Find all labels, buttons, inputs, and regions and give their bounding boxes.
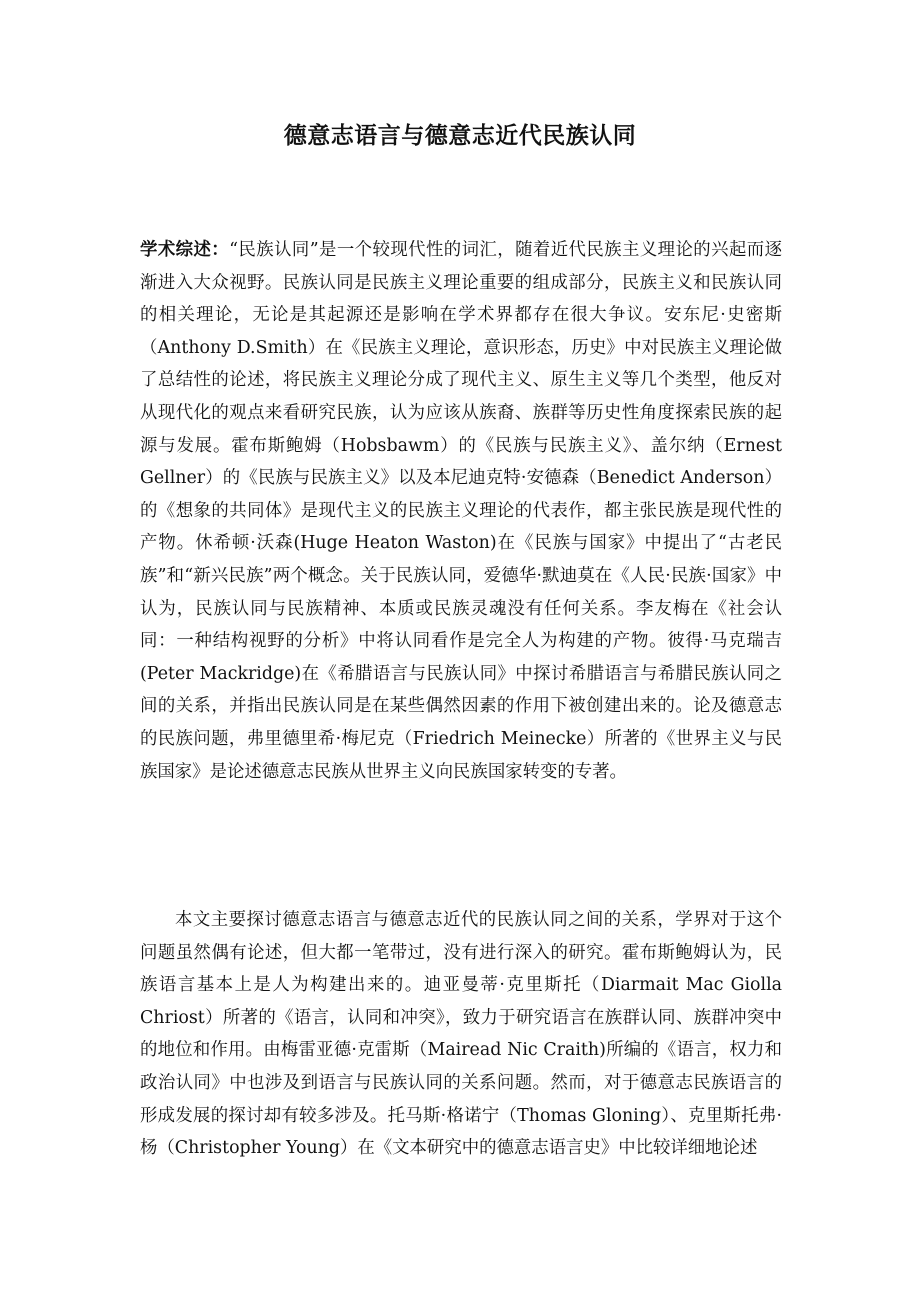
research-focus-paragraph: 本文主要探讨德意志语言与德意志近代的民族认同之间的关系，学界对于这个问题虽然偶有论述，但大都一笔带过，没有进行深入的研究。霍布斯鲍姆认为，民族语言基本上是人为构建出来的。迪亚曼蒂·克里斯托（Diarmait Mac Giolla Chriost）所著的《语言，认同和冲突》，致力于研究语言在族群认同、族群冲突中的地位和作用。由梅雷亚德·克雷斯（Mairead Nic Craith)所编的《语言，权力和政治认同》中也涉及到语言与民族认同的关系问题。然而，对于德意志民族语言的形成发展的探讨却有较多涉及。托马斯·格诺宁（Thomas Gloning）、克里斯托弗·杨（Christopher Young）在《文本研究中的德意志语言史》中比较详细地论述 [140,910,782,1159]
literature-review-paragraph [140,234,782,788]
document-title: 德意志语言与德意志近代民族认同 [283,122,637,149]
literature-review-label: 学术综述： [140,240,230,260]
literature-review-text: “民族认同”是一个较现代性的词汇，随着近代民族主义理论的兴起而逐渐进入大众视野。民族认同是民族主义理论重要的组成部分，民族主义和民族认同的相关理论，无论是其起源还是影响在学术界都存在很大争议。安东尼·史密斯（Anthony D.Smith）在《民族主义理论，意识形态，历史》中对民族主义理论做了总结性的论述，将民族主义理论分成了现代主义、原生主义等几个类型，他反对从现代化的观点来看研究民族，认为应该从族裔、族群等历史性角度探索民族的起源与发展。霍布斯鲍姆（Hobsbawm）的《民族与民族主义》、盖尔纳（Ernest Gellner）的《民族与民族主义》以及本尼迪克特·安德森（Benedict Anderson）的《想象的共同体》是现代主义的民族主义理论的代表作，都主张民族是现代性的产物。休希顿·沃森(Huge Heaton Waston)在《民族与国家》中提出了“古老民族”和“新兴民族”两个概念。关于民族认同，爱德华·默迪莫在《人民·民族·国家》中认为，民族认同与民族精神、本质或民族灵魂没有任何关系。李友梅在《社会认同：一种结构视野的分析》中将认同看作是完全人为构建的产物。彼得·马克瑞吉(Peter Mackridge)在《希腊语言与民族认同》中探讨希腊语言与希腊民族认同之间的关系，并指出民族认同是在某些偶然因素的作用下被创建出来的。论及德意志的民族问题，弗里德里希·梅尼克（Friedrich Meinecke）所著的《世界主义与民族国家》是论述德意志民族从世界主义向民族国家转变的专著。 [140,240,782,782]
